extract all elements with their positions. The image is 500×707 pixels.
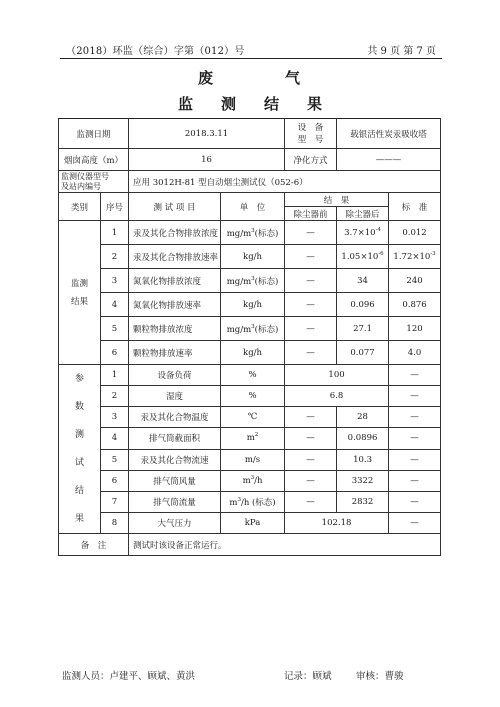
row-after (337, 341, 389, 365)
row-before: — (285, 470, 337, 491)
table-row (59, 245, 441, 269)
standard-text: 4.0 (407, 347, 422, 358)
table-row (59, 491, 441, 512)
row-item: 汞及其化合物排放速率 (129, 245, 221, 269)
row-unit (221, 470, 285, 491)
after-text: 34 (357, 275, 368, 286)
unit-text: kg/h (243, 251, 262, 262)
after-exp: -6 (378, 250, 384, 257)
row-unit (221, 449, 285, 470)
row-unit (221, 245, 285, 269)
table-row (59, 386, 441, 407)
row-before: — (285, 293, 337, 317)
row-before: — (285, 407, 337, 428)
title-line-1 (0, 67, 500, 88)
row-seq: 7 (101, 491, 129, 512)
table-row (59, 269, 441, 293)
row-after (337, 221, 389, 245)
row-seq: 3 (101, 407, 129, 428)
row-before: — (285, 317, 337, 341)
row-standard: — (389, 512, 441, 533)
unit-text: kg/h (243, 299, 262, 310)
row-unit (221, 293, 285, 317)
unit-text: m/s (244, 454, 261, 465)
row-before: — (285, 449, 337, 470)
height-label: 烟囱高度（m） (59, 149, 129, 171)
row-unit (221, 221, 285, 245)
table-row (59, 341, 441, 365)
info-row-date (59, 119, 441, 149)
row-seq: 2 (101, 386, 129, 407)
title-char: 果 (307, 95, 323, 113)
row-item: 氮氧化物排放速率 (129, 293, 221, 317)
table-row (59, 221, 441, 245)
row-item: 颗粒物排放浓度 (129, 317, 221, 341)
table-row (59, 365, 441, 386)
group-monitoring-results: 监测结果 (59, 221, 101, 365)
group-char: 测 (74, 430, 84, 440)
row-standard: — (389, 386, 441, 407)
row-after: 3322 (337, 470, 389, 491)
row-standard (389, 245, 441, 269)
unit-exp: 3 (237, 496, 241, 503)
unit-text: kPa (244, 517, 261, 528)
unit-tail: (标态) (254, 228, 279, 239)
info-row-height (59, 149, 441, 171)
unit-text: % (248, 370, 257, 381)
unit-tail: /h (254, 475, 263, 486)
row-seq: 4 (101, 428, 129, 449)
after-text: 27.1 (353, 323, 372, 334)
row-result-merged: 6.8 (285, 386, 389, 407)
row-result-merged: 102.18 (285, 512, 389, 533)
group-char: 试 (74, 458, 84, 468)
page-counter: 共 9 页 第 7 页 (367, 46, 436, 57)
table-row (59, 428, 441, 449)
row-after: 10.3 (337, 449, 389, 470)
unit-exp: 3 (251, 275, 255, 282)
purify-label: 净化方式 (285, 149, 337, 171)
results-table (58, 118, 441, 556)
unit-tail: (标态) (254, 276, 279, 287)
unit-text: m (246, 433, 255, 444)
row-item: 汞及其化合物排放浓度 (129, 221, 221, 245)
row-before: — (285, 245, 337, 269)
standard-text: 240 (406, 275, 423, 286)
title-char: 废 (197, 69, 215, 87)
row-unit (221, 386, 285, 407)
row-item: 颗粒物排放速率 (129, 341, 221, 365)
title-char: 监 (177, 95, 193, 113)
unit-text: m (242, 475, 251, 486)
instrument-value: 应用 3012H-81 型自动烟尘测试仪（052-6） (129, 171, 441, 193)
row-item: 氮氧化物排放浓度 (129, 269, 221, 293)
col-item: 测 试 项 目 (129, 193, 221, 221)
row-seq: 3 (101, 269, 129, 293)
col-unit: 单 位 (221, 193, 285, 221)
row-standard: — (389, 491, 441, 512)
row-standard: — (389, 407, 441, 428)
row-item: 大气压力 (129, 512, 221, 533)
header-rule (60, 58, 442, 59)
row-unit (221, 428, 285, 449)
title-char: 测 (220, 95, 236, 113)
row-after (337, 317, 389, 341)
unit-exp: 3 (251, 227, 255, 234)
row-item: 排气筒流量 (129, 491, 221, 512)
row-standard (389, 293, 441, 317)
unit-tail: /h (标态) (240, 497, 276, 508)
after-text: 3.7×10 (344, 227, 376, 238)
row-seq: 6 (101, 470, 129, 491)
row-unit (221, 269, 285, 293)
standard-text: 120 (406, 323, 423, 334)
row-item: 排气筒风量 (129, 470, 221, 491)
row-item: 排气筒截面积 (129, 428, 221, 449)
unit-text: mg/m (226, 228, 252, 239)
device-value: 载银活性炭汞吸收塔 (337, 119, 441, 149)
unit-text: m (229, 497, 238, 508)
row-seq: 8 (101, 512, 129, 533)
title-char: 气 (285, 69, 303, 87)
col-result: 结 果 (285, 193, 389, 207)
reviewer-name: 审核：曹骏 (356, 671, 404, 682)
col-standard: 标 准 (389, 193, 441, 221)
col-category: 类别 (59, 193, 101, 221)
row-item: 汞及其化合物流速 (129, 449, 221, 470)
row-result-merged: 100 (285, 365, 389, 386)
row-standard (389, 269, 441, 293)
row-before: — (285, 491, 337, 512)
height-value: 16 (129, 149, 285, 171)
table-row (59, 407, 441, 428)
unit-text: kg/h (243, 347, 262, 358)
remark-value: 测试时该设备正常运行。 (129, 534, 441, 556)
table-row (59, 317, 441, 341)
standard-text: 1.72×10 (393, 251, 431, 262)
after-text: 0.096 (350, 299, 375, 310)
row-unit (221, 512, 285, 533)
group-char: 结 (74, 486, 84, 496)
row-standard: — (389, 470, 441, 491)
table-row (59, 293, 441, 317)
group-char: 果 (74, 514, 84, 524)
instrument-label: 监测仪器型号 及站内编号 (59, 171, 129, 193)
row-after (337, 245, 389, 269)
row-seq: 2 (101, 245, 129, 269)
row-seq: 5 (101, 449, 129, 470)
row-after: 2832 (337, 491, 389, 512)
unit-text: % (248, 391, 257, 402)
unit-text: ℃ (247, 412, 258, 423)
row-after: 0.0896 (337, 428, 389, 449)
staff-names: 监测人员：卢建平、顾斌、黄洪 (62, 671, 196, 682)
col-seq: 序号 (101, 193, 129, 221)
recorder-name: 记录：顾斌 (284, 671, 332, 682)
row-seq: 6 (101, 341, 129, 365)
group-char: 数 (74, 402, 84, 412)
device-label: 设 备 型 号 (285, 119, 337, 149)
row-after (337, 269, 389, 293)
remark-row (59, 534, 441, 556)
date-label: 监测日期 (59, 119, 129, 149)
standard-exp: -3 (430, 250, 436, 257)
row-seq: 4 (101, 293, 129, 317)
standard-text: 0.012 (402, 227, 427, 238)
row-item: 设备负荷 (129, 365, 221, 386)
after-text: 1.05×10 (341, 251, 379, 262)
row-unit (221, 365, 285, 386)
row-standard (389, 341, 441, 365)
row-after (337, 293, 389, 317)
unit-text: mg/m (226, 276, 252, 287)
table-row (59, 449, 441, 470)
info-row-instrument (59, 171, 441, 193)
row-unit (221, 341, 285, 365)
row-standard: — (389, 365, 441, 386)
row-before: — (285, 341, 337, 365)
row-unit (221, 407, 285, 428)
unit-text: mg/m (226, 324, 252, 335)
row-before: — (285, 428, 337, 449)
group-char: 参 (74, 374, 84, 384)
unit-tail: (标态) (254, 324, 279, 335)
group-parameter-results (59, 365, 101, 534)
table-row (59, 470, 441, 491)
row-seq: 1 (101, 221, 129, 245)
unit-exp: 3 (250, 474, 255, 481)
col-before: 除尘器前 (285, 207, 337, 221)
after-exp: -4 (375, 226, 381, 233)
table-row (59, 512, 441, 533)
row-item: 汞及其化合物温度 (129, 407, 221, 428)
row-standard (389, 317, 441, 341)
unit-exp: 2 (254, 432, 259, 439)
after-text: 0.077 (350, 347, 375, 358)
unit-exp: 3 (251, 323, 255, 330)
row-standard (389, 221, 441, 245)
remark-label: 备 注 (59, 534, 129, 556)
row-after: 28 (337, 407, 389, 428)
purify-value: ——— (337, 149, 441, 171)
standard-text: 0.876 (402, 299, 427, 310)
row-before: — (285, 221, 337, 245)
date-value: 2018.3.11 (129, 119, 285, 149)
row-standard: — (389, 449, 441, 470)
title-char: 结 (264, 95, 280, 113)
title-line-2 (0, 93, 500, 114)
row-standard: — (389, 428, 441, 449)
column-header-row-1 (59, 193, 441, 207)
row-before: — (285, 269, 337, 293)
row-seq: 1 (101, 365, 129, 386)
row-unit (221, 317, 285, 341)
row-unit (221, 491, 285, 512)
row-item: 湿度 (129, 386, 221, 407)
row-seq: 5 (101, 317, 129, 341)
col-after: 除尘器后 (337, 207, 389, 221)
report-number: （2018）环监（综合）字第（012）号 (66, 46, 245, 57)
